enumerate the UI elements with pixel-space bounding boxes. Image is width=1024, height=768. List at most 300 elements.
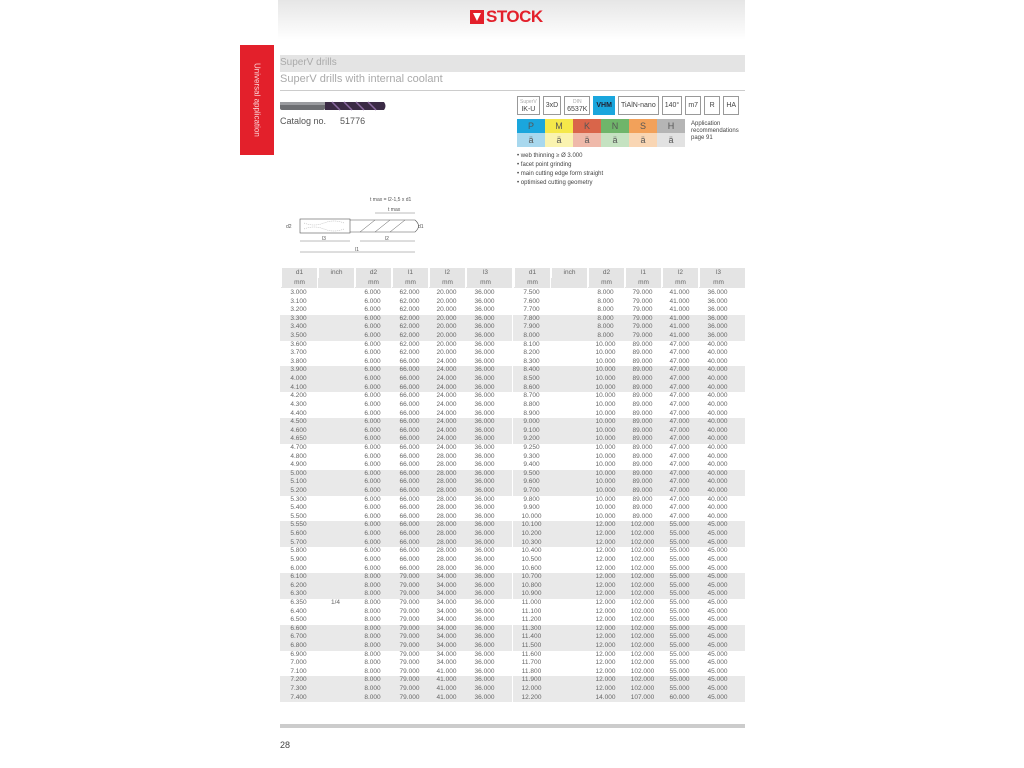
header-cell xyxy=(428,268,465,288)
table-row[interactable] xyxy=(280,341,512,350)
table-cell: 6.000 xyxy=(364,418,381,426)
table-row[interactable] xyxy=(280,323,512,332)
table-row[interactable] xyxy=(513,625,745,634)
table-cell: 8.000 xyxy=(597,289,614,296)
table-cell: 55.000 xyxy=(669,624,690,632)
table-row[interactable] xyxy=(513,565,745,574)
table-cell: 89.000 xyxy=(632,383,653,391)
table-cell: 20.000 xyxy=(436,289,457,296)
table-cell: 79.000 xyxy=(399,676,420,684)
table-row[interactable] xyxy=(513,306,745,315)
table-cell: 5.900 xyxy=(290,555,307,563)
table-row[interactable] xyxy=(280,625,512,634)
table-row[interactable] xyxy=(280,547,512,556)
table-cell: 102.000 xyxy=(630,667,655,675)
table-cell: 8.300 xyxy=(523,357,540,365)
table-cell: 66.000 xyxy=(399,409,420,417)
table-row[interactable] xyxy=(280,642,512,651)
table-cell: 6.000 xyxy=(364,538,381,546)
table-cell: 45.000 xyxy=(707,685,728,693)
property-icon-6537k xyxy=(564,96,590,115)
table-row[interactable] xyxy=(280,676,512,685)
table-row[interactable] xyxy=(280,410,512,419)
table-cell: 10.000 xyxy=(595,418,616,426)
table-row[interactable] xyxy=(513,453,745,462)
table-row[interactable] xyxy=(513,298,745,307)
table-cell: 8.000 xyxy=(364,624,381,632)
table-cell: 36.000 xyxy=(474,538,495,546)
table-row[interactable] xyxy=(280,392,512,401)
table-cell: 34.000 xyxy=(436,650,457,658)
table-row[interactable] xyxy=(280,332,512,341)
table-row[interactable] xyxy=(513,358,745,367)
table-cell: 8.400 xyxy=(523,366,540,374)
table-cell: 7.500 xyxy=(523,289,540,296)
table-cell: 40.000 xyxy=(707,400,728,408)
table-row[interactable] xyxy=(280,504,512,513)
table-cell: 47.000 xyxy=(669,435,690,443)
table-row[interactable] xyxy=(513,410,745,419)
table-cell: 66.000 xyxy=(399,547,420,555)
table-row[interactable] xyxy=(513,582,745,591)
table-row[interactable] xyxy=(513,530,745,539)
table-cell: 102.000 xyxy=(630,685,655,693)
table-cell xyxy=(550,582,587,591)
table-cell: 36.000 xyxy=(707,314,728,322)
table-cell: 55.000 xyxy=(669,676,690,684)
table-row[interactable] xyxy=(513,521,745,530)
table-cell: 10.500 xyxy=(521,555,542,563)
table-cell: 9.100 xyxy=(523,426,540,434)
table-cell: 9.900 xyxy=(523,504,540,512)
table-row[interactable] xyxy=(280,306,512,315)
table-cell: 34.000 xyxy=(436,616,457,624)
column-unit: mm xyxy=(429,278,465,288)
table-row[interactable] xyxy=(513,478,745,487)
table-cell xyxy=(317,582,354,591)
table-cell: 6.000 xyxy=(364,478,381,486)
column-name: l3 xyxy=(699,268,737,278)
table-row[interactable] xyxy=(513,694,745,703)
table-cell: 47.000 xyxy=(669,426,690,434)
table-cell: 89.000 xyxy=(632,452,653,460)
table-row[interactable] xyxy=(280,573,512,582)
table-cell: 102.000 xyxy=(630,676,655,684)
table-row[interactable] xyxy=(280,401,512,410)
table-cell xyxy=(317,651,354,660)
property-icon-ha xyxy=(723,96,739,115)
table-cell: 34.000 xyxy=(436,590,457,598)
table-cell: 10.000 xyxy=(595,487,616,495)
table-row[interactable] xyxy=(280,668,512,677)
table-cell: 55.000 xyxy=(669,538,690,546)
table-cell: 102.000 xyxy=(630,538,655,546)
table-row[interactable] xyxy=(513,323,745,332)
header-cell xyxy=(317,268,354,288)
table-row[interactable] xyxy=(280,513,512,522)
table-cell: 8.900 xyxy=(523,409,540,417)
table-cell: 8.000 xyxy=(364,693,381,701)
app-rec-line[interactable]: page 91 xyxy=(691,135,713,141)
table-cell: 11.500 xyxy=(521,641,542,649)
table-cell: 6.000 xyxy=(364,400,381,408)
material-rating-s: ä xyxy=(629,133,657,147)
table-row[interactable] xyxy=(280,496,512,505)
table-row[interactable] xyxy=(513,659,745,668)
table-cell: 102.000 xyxy=(630,641,655,649)
table-row[interactable] xyxy=(513,651,745,660)
table-cell xyxy=(550,556,587,565)
table-row[interactable] xyxy=(280,478,512,487)
table-cell: 36.000 xyxy=(474,607,495,615)
table-row[interactable] xyxy=(280,358,512,367)
table-cell: 89.000 xyxy=(632,357,653,365)
table-cell xyxy=(317,349,354,358)
table-cell: 6.000 xyxy=(364,487,381,495)
table-cell: 3.100 xyxy=(290,297,307,305)
table-cell: 7.100 xyxy=(290,667,307,675)
table-cell: 4.900 xyxy=(290,461,307,469)
column-name: d2 xyxy=(355,268,391,278)
table-cell: 8.000 xyxy=(364,633,381,641)
icon-label: HA xyxy=(726,102,737,109)
table-cell: 79.000 xyxy=(632,306,653,314)
table-cell: 10.000 xyxy=(595,452,616,460)
table-cell xyxy=(550,332,587,341)
application-recommendations xyxy=(691,121,739,142)
column-name: d1 xyxy=(514,268,550,278)
table-row[interactable] xyxy=(513,539,745,548)
table-row[interactable] xyxy=(280,556,512,565)
table-cell: 34.000 xyxy=(436,659,457,667)
table-cell xyxy=(317,547,354,556)
table-cell: 3.900 xyxy=(290,366,307,374)
table-row[interactable] xyxy=(513,461,745,470)
icon-label: VHM xyxy=(596,102,612,109)
table-cell: 66.000 xyxy=(399,383,420,391)
table-cell xyxy=(550,633,587,642)
table-cell: 36.000 xyxy=(707,332,728,340)
app-rec-line: recommendations xyxy=(691,128,739,134)
table-cell: 40.000 xyxy=(707,495,728,503)
table-cell: 102.000 xyxy=(630,581,655,589)
table-row[interactable] xyxy=(280,582,512,591)
table-cell: 45.000 xyxy=(707,641,728,649)
table-cell: 89.000 xyxy=(632,366,653,374)
table-row[interactable] xyxy=(513,590,745,599)
table-cell: 10.000 xyxy=(595,357,616,365)
table-row[interactable] xyxy=(513,435,745,444)
table-cell: 4.200 xyxy=(290,392,307,400)
table-cell: 45.000 xyxy=(707,624,728,632)
table-cell: 40.000 xyxy=(707,504,728,512)
table-cell: 11.300 xyxy=(521,624,542,632)
table-row[interactable] xyxy=(513,685,745,694)
page-number: 28 xyxy=(280,740,291,750)
table-cell: 47.000 xyxy=(669,400,690,408)
table-row[interactable] xyxy=(280,366,512,375)
table-cell: 6.000 xyxy=(364,461,381,469)
table-row[interactable] xyxy=(280,470,512,479)
table-cell: 12.000 xyxy=(595,667,616,675)
table-cell: 36.000 xyxy=(474,418,495,426)
table-row[interactable] xyxy=(280,487,512,496)
column-name: l2 xyxy=(662,268,698,278)
table-cell: 40.000 xyxy=(707,375,728,383)
table-cell: 66.000 xyxy=(399,504,420,512)
table-cell: 36.000 xyxy=(474,487,495,495)
table-row[interactable] xyxy=(513,599,745,608)
table-cell: 10.000 xyxy=(595,461,616,469)
table-cell: 24.000 xyxy=(436,392,457,400)
table-row[interactable] xyxy=(513,573,745,582)
table-cell: 89.000 xyxy=(632,443,653,451)
table-row[interactable] xyxy=(280,453,512,462)
table-cell: 45.000 xyxy=(707,590,728,598)
table-cell: 3.300 xyxy=(290,314,307,322)
table-row[interactable] xyxy=(280,651,512,660)
table-cell xyxy=(550,513,587,522)
table-cell: 8.000 xyxy=(364,607,381,615)
table-row[interactable] xyxy=(280,565,512,574)
icon-label: 3xD xyxy=(545,102,559,109)
table-cell: 9.600 xyxy=(523,478,540,486)
table-cell: 6.100 xyxy=(290,573,307,581)
table-cell: 107.000 xyxy=(630,693,655,701)
table-cell: 11.900 xyxy=(521,676,542,684)
table-row[interactable] xyxy=(513,418,745,427)
table-row[interactable] xyxy=(280,315,512,324)
table-cell: 8.200 xyxy=(523,349,540,357)
table-cell: 102.000 xyxy=(630,590,655,598)
table-row[interactable] xyxy=(513,616,745,625)
table-cell xyxy=(317,608,354,617)
table-row[interactable] xyxy=(280,659,512,668)
table-cell: 9.500 xyxy=(523,469,540,477)
table-row[interactable] xyxy=(513,668,745,677)
property-icons xyxy=(517,96,739,115)
table-row[interactable] xyxy=(280,633,512,642)
table-cell: 6.000 xyxy=(364,349,381,357)
table-row[interactable] xyxy=(280,418,512,427)
table-row[interactable] xyxy=(280,694,512,703)
table-row[interactable] xyxy=(513,289,745,298)
table-row[interactable] xyxy=(280,289,512,298)
table-cell: 10.000 xyxy=(595,340,616,348)
table-cell: 6.600 xyxy=(290,624,307,632)
table-cell xyxy=(317,642,354,651)
table-cell: 89.000 xyxy=(632,487,653,495)
table-cell: 66.000 xyxy=(399,375,420,383)
table-cell xyxy=(550,341,587,350)
table-row[interactable] xyxy=(280,461,512,470)
d2-label: d2 xyxy=(286,224,292,230)
table-cell: 55.000 xyxy=(669,650,690,658)
table-cell xyxy=(317,625,354,634)
table-cell: 9.000 xyxy=(523,418,540,426)
table-row[interactable] xyxy=(280,599,512,608)
table-row[interactable] xyxy=(280,521,512,530)
table-cell: 36.000 xyxy=(474,357,495,365)
table-cell: 24.000 xyxy=(436,383,457,391)
table-cell xyxy=(550,625,587,634)
table-cell: 45.000 xyxy=(707,573,728,581)
table-cell: 28.000 xyxy=(436,495,457,503)
table-row[interactable] xyxy=(513,487,745,496)
table-cell: 47.000 xyxy=(669,487,690,495)
table-row[interactable] xyxy=(513,496,745,505)
table-cell xyxy=(317,453,354,462)
table-cell: 40.000 xyxy=(707,461,728,469)
table-cell: 89.000 xyxy=(632,349,653,357)
table-row[interactable] xyxy=(280,539,512,548)
table-row[interactable] xyxy=(513,513,745,522)
table-row[interactable] xyxy=(513,608,745,617)
icon-label: IK-U xyxy=(521,105,536,113)
table-cell: 36.000 xyxy=(474,555,495,563)
table-cell: 8.000 xyxy=(523,332,540,340)
table-cell: 66.000 xyxy=(399,538,420,546)
column-unit: mm xyxy=(392,278,428,288)
table-cell: 62.000 xyxy=(399,297,420,305)
table-cell: 10.300 xyxy=(521,538,542,546)
table-cell: 10.800 xyxy=(521,581,542,589)
column-name: l1 xyxy=(392,268,428,278)
table-cell: 62.000 xyxy=(399,349,420,357)
table-cell: 55.000 xyxy=(669,641,690,649)
table-row[interactable] xyxy=(513,556,745,565)
table-row[interactable] xyxy=(513,375,745,384)
table-cell: 41.000 xyxy=(669,332,690,340)
table-cell xyxy=(550,616,587,625)
material-group-n: N xyxy=(601,119,629,133)
table-row[interactable] xyxy=(280,427,512,436)
table-cell xyxy=(317,539,354,548)
table-cell: 45.000 xyxy=(707,633,728,641)
table-cell: 36.000 xyxy=(474,676,495,684)
table-cell: 3.700 xyxy=(290,349,307,357)
icon-label: 140° xyxy=(664,102,680,109)
table-row[interactable] xyxy=(513,642,745,651)
table-cell: 36.000 xyxy=(474,530,495,538)
table-cell: 20.000 xyxy=(436,323,457,331)
table-row[interactable] xyxy=(513,504,745,513)
table-cell: 6.000 xyxy=(364,340,381,348)
table-cell: 36.000 xyxy=(474,659,495,667)
table-row[interactable] xyxy=(513,547,745,556)
table-cell xyxy=(550,358,587,367)
table-row[interactable] xyxy=(280,616,512,625)
table-row[interactable] xyxy=(513,676,745,685)
table-cell: 89.000 xyxy=(632,495,653,503)
table-cell: 9.400 xyxy=(523,461,540,469)
table-cell: 28.000 xyxy=(436,478,457,486)
table-row[interactable] xyxy=(513,633,745,642)
column-unit: mm xyxy=(281,278,317,288)
table-cell xyxy=(550,478,587,487)
table-row[interactable] xyxy=(280,435,512,444)
table-row[interactable] xyxy=(513,401,745,410)
table-cell: 10.000 xyxy=(595,512,616,520)
table-cell xyxy=(317,496,354,505)
table-row[interactable] xyxy=(513,315,745,324)
table-cell xyxy=(317,401,354,410)
table-row[interactable] xyxy=(280,298,512,307)
header-cell xyxy=(513,268,550,288)
feature-item: • optimised cutting geometry xyxy=(517,179,603,188)
table-row[interactable] xyxy=(513,332,745,341)
table-cell: 6.900 xyxy=(290,650,307,658)
table-cell: 28.000 xyxy=(436,547,457,555)
table-cell xyxy=(550,694,587,703)
table-row[interactable] xyxy=(513,366,745,375)
table-cell xyxy=(550,401,587,410)
table-row[interactable] xyxy=(280,375,512,384)
table-cell xyxy=(317,444,354,453)
table-cell: 6.300 xyxy=(290,590,307,598)
table-cell: 36.000 xyxy=(474,581,495,589)
table-cell: 47.000 xyxy=(669,366,690,374)
table-cell xyxy=(317,341,354,350)
table-row[interactable] xyxy=(280,349,512,358)
table-cell xyxy=(317,289,354,298)
table-cell: 79.000 xyxy=(399,667,420,675)
table-cell: 36.000 xyxy=(474,289,495,296)
table-cell: 36.000 xyxy=(474,573,495,581)
table-cell: 34.000 xyxy=(436,633,457,641)
table-row[interactable] xyxy=(513,384,745,393)
table-cell: 102.000 xyxy=(630,564,655,572)
table-cell: 8.000 xyxy=(364,581,381,589)
table-cell: 10.600 xyxy=(521,564,542,572)
table-cell xyxy=(317,694,354,703)
table-cell xyxy=(317,427,354,436)
table-cell xyxy=(317,332,354,341)
column-unit: mm xyxy=(625,278,661,288)
table-cell: 102.000 xyxy=(630,616,655,624)
table-cell: 10.000 xyxy=(595,375,616,383)
table-row[interactable] xyxy=(513,392,745,401)
table-cell: 12.000 xyxy=(595,633,616,641)
table-cell: 79.000 xyxy=(632,297,653,305)
header-cell xyxy=(698,268,737,288)
table-cell: 4.700 xyxy=(290,443,307,451)
table-row[interactable] xyxy=(513,349,745,358)
table-cell: 10.900 xyxy=(521,590,542,598)
table-row[interactable] xyxy=(280,444,512,453)
table-cell: 11.000 xyxy=(521,598,542,606)
table-cell: 11.600 xyxy=(521,650,542,658)
table-row[interactable] xyxy=(280,608,512,617)
table-cell xyxy=(317,470,354,479)
table-cell: 47.000 xyxy=(669,512,690,520)
table-row[interactable] xyxy=(513,427,745,436)
table-row[interactable] xyxy=(280,685,512,694)
table-cell: 8.000 xyxy=(364,650,381,658)
table-row[interactable] xyxy=(513,470,745,479)
table-row[interactable] xyxy=(513,341,745,350)
property-icon-r xyxy=(704,96,720,115)
table-cell: 6.800 xyxy=(290,641,307,649)
table-cell xyxy=(317,556,354,565)
table-cell: 89.000 xyxy=(632,435,653,443)
table-cell: 7.600 xyxy=(523,297,540,305)
table-row[interactable] xyxy=(280,530,512,539)
table-row[interactable] xyxy=(513,444,745,453)
table-row[interactable] xyxy=(280,590,512,599)
table-row[interactable] xyxy=(280,384,512,393)
catalog-label: Catalog no. xyxy=(280,116,327,126)
